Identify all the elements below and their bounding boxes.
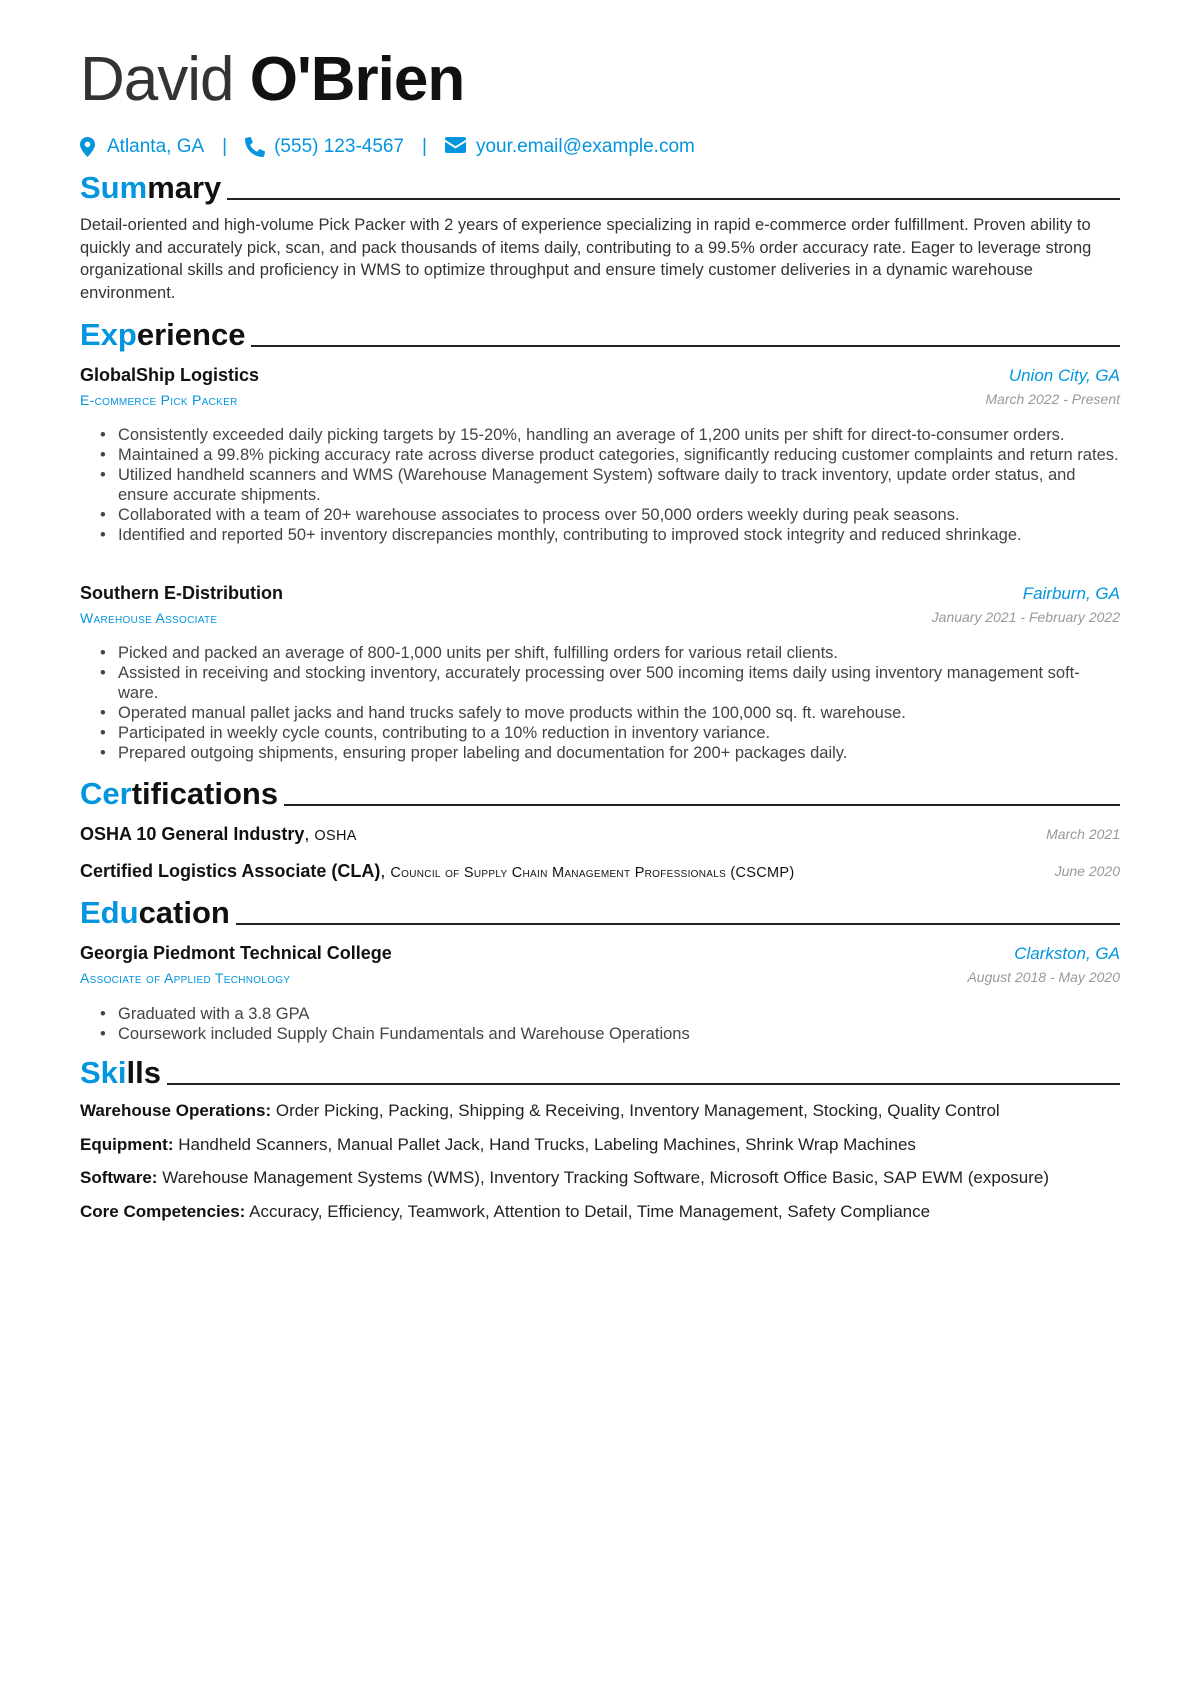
section-rule [227,198,1120,200]
contact-location [80,136,204,158]
first-name: David [80,45,234,114]
job-dates: January 2021 - February 2022 [931,609,1120,625]
section-title: Education [80,895,230,930]
job-role: E-commerce Pick Packer [80,392,238,408]
section-rule [167,1083,1120,1085]
section-rule [284,804,1120,806]
section-title: Skills [80,1055,161,1090]
cert-name: OSHA 10 General Industry [80,824,305,844]
section-title: Experience [80,317,246,352]
job-dates: March 2022 - Present [985,391,1120,407]
job-location: Fairburn, GA [1022,584,1120,603]
list-item: • Assisted in receiving and stocking inventory, accurately processing over 500 incoming items daily using inventory management soft-ware. [98,663,1120,703]
list-item: • Maintained a 99.8% picking accuracy rate across diverse product categories, significantly reducing customer complaints and return rates. [98,445,1120,465]
skill-label: Warehouse Operations: [80,1101,272,1120]
skill-row [80,1168,1049,1188]
job-location: Union City, GA [1008,366,1120,385]
cert-item: Certified Logistics Associate (CLA), Council of Supply Chain Management Professionals (CSCMP) [80,861,795,881]
list-item: • Graduated with a 3.8 GPA [98,1004,1120,1024]
map-marker-icon [80,137,98,157]
job-company: GlobalShip Logistics [80,365,260,385]
skill-label: Core Competencies: [80,1202,246,1221]
last-name: O'Brien [249,45,465,114]
cert-issuer: Council of Supply Chain Management Professionals (CSCMP) [390,865,795,881]
list-item: • Prepared outgoing shipments, ensuring proper labeling and documentation for 200+ packages daily. [98,743,1120,763]
contact-phone[interactable] [245,136,404,158]
edu-location: Clarkston, GA [1014,944,1120,963]
skill-value: Handheld Scanners, Manual Pallet Jack, Hand Trucks, Labeling Machines, Shrink Wrap Machines [178,1135,916,1154]
list-item: • Picked and packed an average of 800-1,000 units per shift, fulfilling orders for various retail clients. [98,643,1120,663]
skill-row [80,1202,930,1222]
summary-text: Detail-oriented and high-volume Pick Packer with 2 years of experience specializing in rapid e-commerce order fulfillment. Proven ability to quickly and accurately pick, scan, and pack thousands of items daily, contributing to a 99.5% order accuracy rate. Eager to leverage strong organizational skills and proficiency in WMS to optimize throughput and ensure timely customer deliveries in a dynamic warehouse environment. [80,216,1092,302]
contact-separator: | [222,136,228,157]
job-bullets [98,425,1120,545]
list-item: • Identified and reported 50+ inventory discrepancies monthly, contributing to improved stock integrity and reduced shrinkage. [98,525,1120,545]
cert-date: March 2021 [1046,826,1120,842]
job-role: Warehouse Associate [80,610,218,626]
section-certifications-heading [80,774,1120,814]
section-rule [236,923,1120,925]
edu-degree: Associate of Applied Technology [80,970,291,986]
list-item: • Operated manual pallet jacks and hand trucks safely to move products within the 100,000 sq. ft. warehouse. [98,703,1120,723]
job-bullets [98,643,1120,763]
email-text: your.email@example.com [475,136,695,157]
list-item: • Coursework included Supply Chain Fundamentals and Warehouse Operations [98,1024,1120,1044]
envelope-icon [445,137,467,157]
phone-text: (555) 123-4567 [274,136,405,157]
list-item: • Participated in weekly cycle counts, contributing to a 10% reduction in inventory variance. [98,723,1120,743]
job-company: Southern E-Distribution [80,583,283,603]
skill-row [80,1135,916,1155]
skill-row [80,1101,1000,1121]
contact-separator: | [422,136,427,157]
skill-label: Equipment: [80,1135,174,1154]
skill-value: Warehouse Management Systems (WMS), Inventory Tracking Software, Microsoft Office Basic, SAP EWM (exposure) [162,1168,1050,1187]
skill-value: Accuracy, Efficiency, Teamwork, Attention to Detail, Time Management, Safety Compliance [249,1202,931,1221]
section-experience-heading [80,315,1120,355]
list-item: • Utilized handheld scanners and WMS (Warehouse Management System) software daily to track inventory, update order status, and ensure accurate shipments. [98,465,1120,505]
section-title: Summary [80,170,222,205]
section-rule [251,345,1120,347]
candidate-name [80,40,464,120]
contact-line [80,133,695,161]
location-text: Atlanta, GA [107,136,205,157]
cert-issuer: OSHA [314,828,357,844]
cert-item: OSHA 10 General Industry, OSHA [80,824,357,844]
phone-icon [245,137,265,157]
edu-school: Georgia Piedmont Technical College [80,943,392,963]
section-summary-heading [80,168,1120,208]
skill-value: Order Picking, Packing, Shipping & Receiving, Inventory Management, Stocking, Quality Control [275,1101,1000,1120]
edu-bullets [98,1004,1120,1044]
edu-dates: August 2018 - May 2020 [967,969,1120,985]
cert-name: Certified Logistics Associate (CLA) [80,861,381,881]
skill-label: Software: [80,1168,158,1187]
list-item: • Consistently exceeded daily picking targets by 15-20%, handling an average of 1,200 units per shift for direct-to-consumer orders. [98,425,1120,445]
cert-date: June 2020 [1054,863,1120,879]
contact-email[interactable] [445,136,695,158]
section-education-heading [80,893,1120,933]
section-skills-heading [80,1053,1120,1093]
section-title: Certifications [80,776,279,811]
list-item: • Collaborated with a team of 20+ warehouse associates to process over 50,000 orders weekly during peak seasons. [98,505,1120,525]
